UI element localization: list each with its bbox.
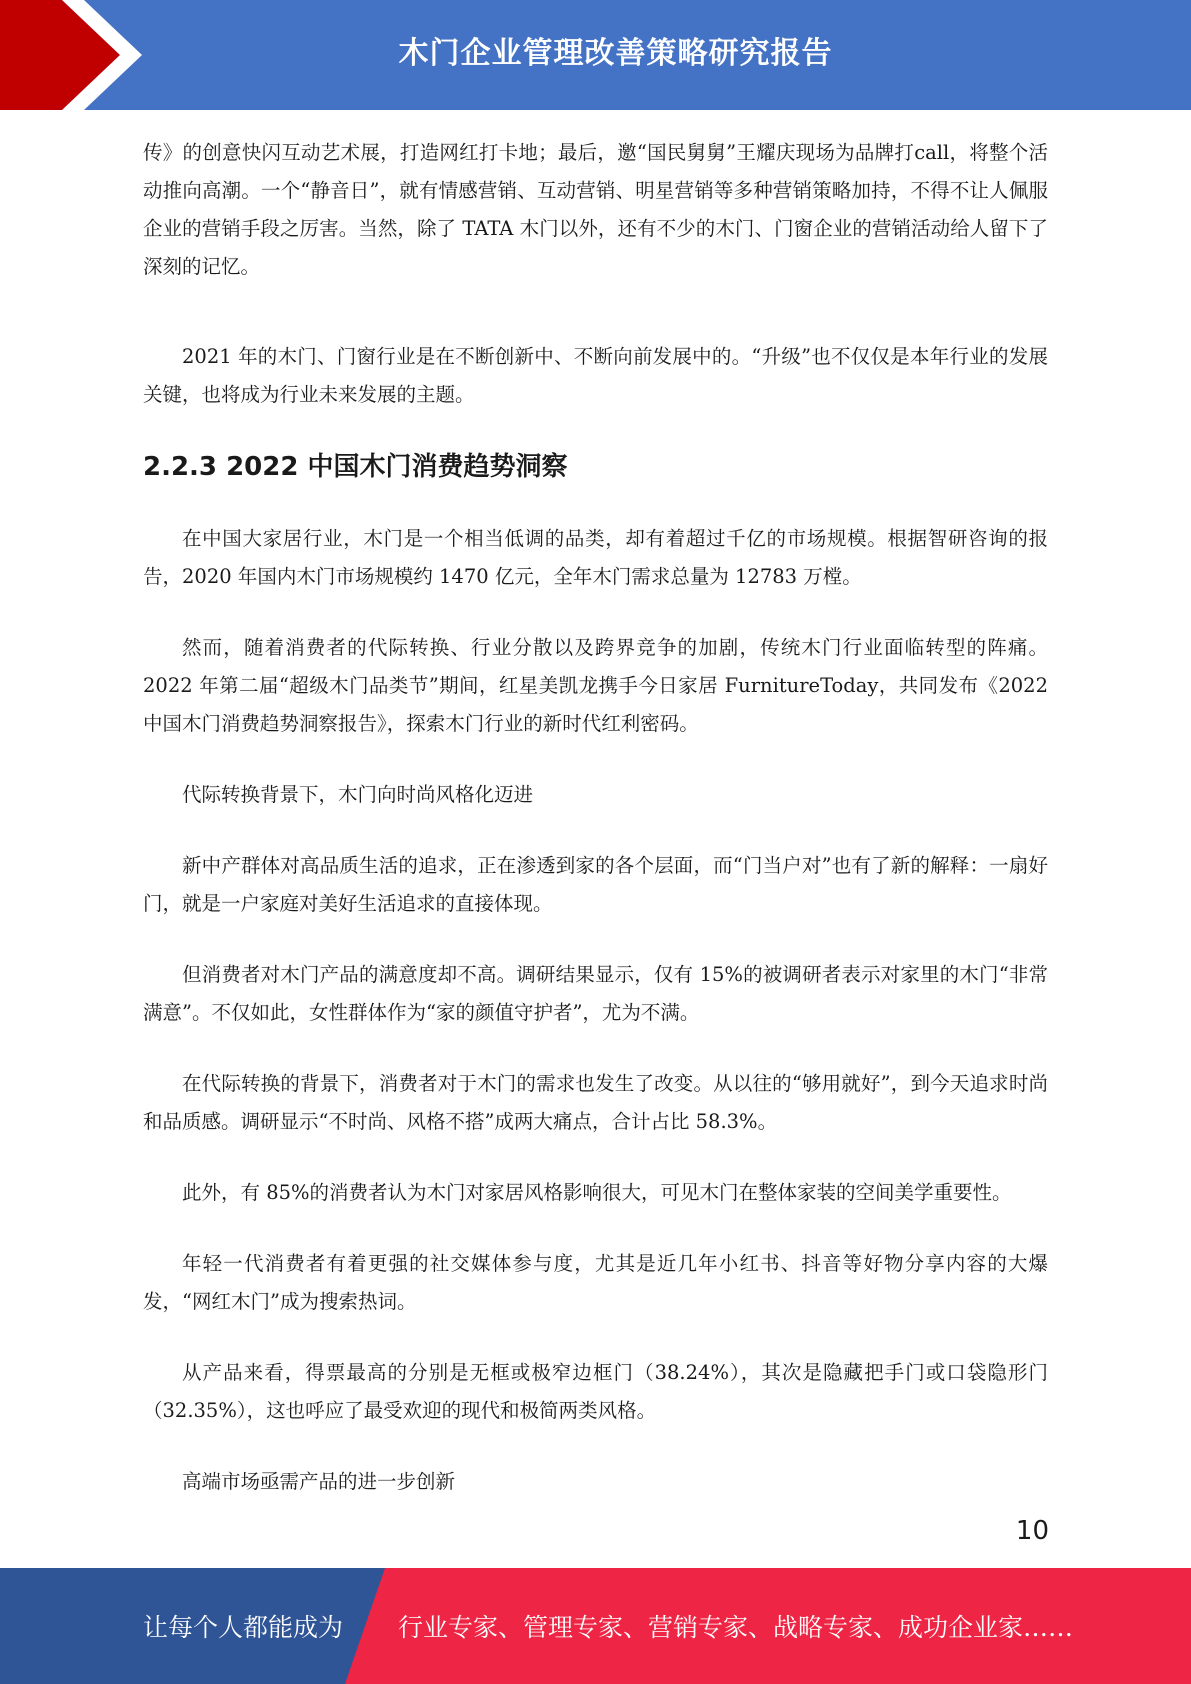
page-number: 10 [1015, 1516, 1049, 1546]
document-body [143, 134, 1048, 1501]
paragraph: 年轻一代消费者有着更强的社交媒体参与度，尤其是近几年小红书、抖音等好物分享内容的大爆发，“网红木门”成为搜索热词。 [143, 1252, 1048, 1313]
paragraph: 新中产群体对高品质生活的追求，正在渗透到家的各个层面，而“门当户对”也有了新的解释：一扇好门，就是一户家庭对美好生活追求的直接体现。 [143, 854, 1048, 915]
paragraph: 但消费者对木门产品的满意度却不高。调研结果显示，仅有 15%的被调研者表示对家里的木门“非常满意”。不仅如此，女性群体作为“家的颜值守护者”，尤为不满。 [143, 963, 1048, 1024]
paragraph: 在中国大家居行业，木门是一个相当低调的品类，却有着超过千亿的市场规模。根据智研咨询的报告，2020 年国内木门市场规模约 1470 亿元，全年木门需求总量为 12783 万樘。 [143, 527, 1048, 588]
paragraph: 高端市场亟需产品的进一步创新 [182, 1470, 456, 1493]
section-heading: 2.2.3 2022 中国木门消费趋势洞察 [143, 452, 568, 482]
footer-slogan-left: 让每个人都能成为 [143, 1613, 344, 1642]
page-header [0, 0, 1191, 110]
paragraph: 2021 年的木门、门窗行业是在不断创新中、不断向前发展中的。“升级”也不仅仅是本年行业的发展关键，也将成为行业未来发展的主题。 [143, 345, 1048, 406]
paragraph: 然而，随着消费者的代际转换、行业分散以及跨界竞争的加剧，传统木门行业面临转型的阵痛。2022 年第二届“超级木门品类节”期间，红星美凯龙携手今日家居 FurnitureToday，共同发布《2022 中国木门消费趋势洞察报告》，探索木门行业的新时代红利密码。 [143, 636, 1048, 735]
paragraph: 在代际转换的背景下，消费者对于木门的需求也发生了改变。从以往的“够用就好”，到今天追求时尚和品质感。调研显示“不时尚、风格不搭”成两大痛点，合计占比 58.3%。 [143, 1072, 1048, 1133]
paragraph: 传》的创意快闪互动艺术展，打造网红打卡地；最后，邀“国民舅舅”王耀庆现场为品牌打call，将整个活动推向高潮。一个“静音日”，就有情感营销、互动营销、明星营销等多种营销策略加持，不得不让人佩服企业的营销手段之厉害。当然，除了 TATA 木门以外，还有不少的木门、门窗企业的营销活动给人留下了深刻的记忆。 [143, 141, 1048, 278]
paragraph: 从产品来看，得票最高的分别是无框或极窄边框门（38.24%），其次是隐藏把手门或口袋隐形门（32.35%），这也呼应了最受欢迎的现代和极简两类风格。 [143, 1361, 1048, 1422]
paragraph: 代际转换背景下，木门向时尚风格化迈进 [182, 783, 534, 806]
paragraph: 此外，有 85%的消费者认为木门对家居风格影响很大，可见木门在整体家装的空间美学重要性。 [182, 1181, 1012, 1204]
page-footer [0, 1568, 1191, 1684]
footer-slogan-right: 行业专家、管理专家、营销专家、战略专家、成功企业家…… [398, 1613, 1074, 1642]
header-title: 木门企业管理改善策略研究报告 [398, 36, 833, 71]
